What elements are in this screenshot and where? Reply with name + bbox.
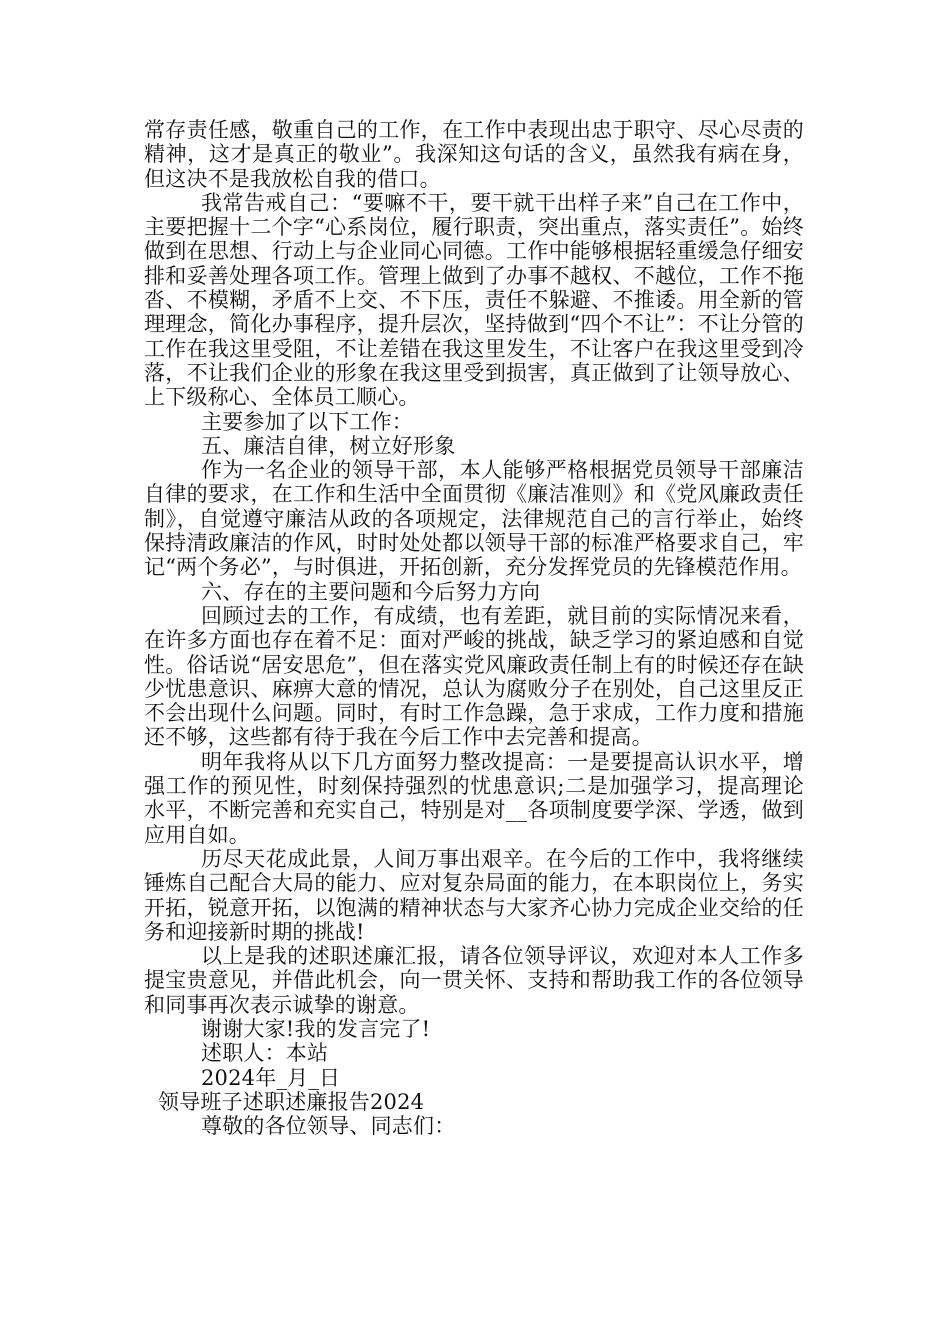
paragraph-closing-thanks: 以上是我的述职述廉汇报，请各位领导评议，欢迎对本人工作多提宝贵意见，并借此机会，向一贯关怀、支持和帮助我工作的各位领导和同事再次表示诚挚的谢意。 (144, 944, 804, 1017)
paragraph-problems: 回顾过去的工作，有成绩，也有差距，就目前的实际情况来看，在许多方面也存在着不足：面对严峻的挑战，缺乏学习的紧迫感和自觉性。俗话说“居安思危”，但在落实党风廉政责任制上有的时候还存在缺少忧患意识、麻痹大意的情况，总认为腐败分子在别处，自己这里反正不会出现什么问题。同时，有时工作急躁，急于求成，工作力度和措施还不够，这些都有待于我在今后工作中去完善和提高。 (144, 603, 804, 750)
paragraph-self-discipline-work: 我常告戒自己：“要嘛不干，要干就干出样子来”自己在工作中，主要把握十二个字“心系岗位，履行职责，突出重点，落实责任”。始终做到在思想、行动上与企业同心同德。工作中能够根据轻重缓急仔细安排和妥善处理各项工作。管理上做到了办事不越权、不越位，工作不拖沓、不模糊，矛盾不上交、不下压，责任不躲避、不推诿。用全新的管理理念，简化办事程序，提升层次，坚持做到“四个不让”：不让分管的工作在我这里受阻，不让差错在我这里发生，不让客户在我这里受到冷落，不让我们企业的形象在我这里受到损害，真正做到了让领导放心、上下级称心、全体员工顺心。 (144, 190, 804, 410)
paragraph-thank-you: 谢谢大家!我的发言完了! (201, 1016, 431, 1041)
paragraph-integrity: 作为一名企业的领导干部，本人能够严格根据党员领导干部廉洁自律的要求，在工作和生活中全面贯彻《廉洁准则》和《党风廉政责任制》，自觉遵守廉洁从政的各项规定，法律规范自己的言行举止，始终保持清政廉洁的作风，时时处处都以领导干部的标准严格要求自己，牢记“两个务必”，与时俱进，开拓创新，充分发挥党员的先锋模范作用。 (144, 458, 804, 580)
document-page (144, 118, 804, 1138)
paragraph-improvement-plan: 明年我将从以下几方面努力整改提高：一是要提高认识水平，增强工作的预见性，时刻保持强烈的忧患意识;二是加强学习，提高理论水平，不断完善和充实自己，特别是对__各项制度要学深、学透，做到应用自如。 (144, 749, 804, 847)
signature-date: 2024年_月_日 (201, 1065, 341, 1090)
section-heading-six: 六、存在的主要问题和今后努力方向 (201, 579, 541, 604)
section-heading-five: 五、廉洁自律，树立好形象 (201, 433, 456, 458)
salutation: 尊敬的各位领导、同志们： (201, 1114, 456, 1139)
next-report-title: 领导班子述职述廉报告2024 (158, 1089, 425, 1114)
paragraph-responsibility: 常存责任感，敬重自己的工作，在工作中表现出忠于职守、尽心尽责的精神，这才是真正的敬业”。我深知这句话的含义，虽然我有病在身，但这决不是我放松自我的借口。 (144, 118, 804, 191)
signature-reporter: 述职人：本站 (201, 1041, 329, 1066)
paragraph-outlook: 历尽天花成此景，人间万事出艰辛。在今后的工作中，我将继续锤炼自己配合大局的能力、应对复杂局面的能力，在本职岗位上，务实开拓，锐意开拓，以饱满的精神状态与大家齐心协力完成企业交给的任务和迎接新时期的挑战! (144, 846, 804, 944)
paragraph-main-work-intro: 主要参加了以下工作： (201, 409, 413, 434)
